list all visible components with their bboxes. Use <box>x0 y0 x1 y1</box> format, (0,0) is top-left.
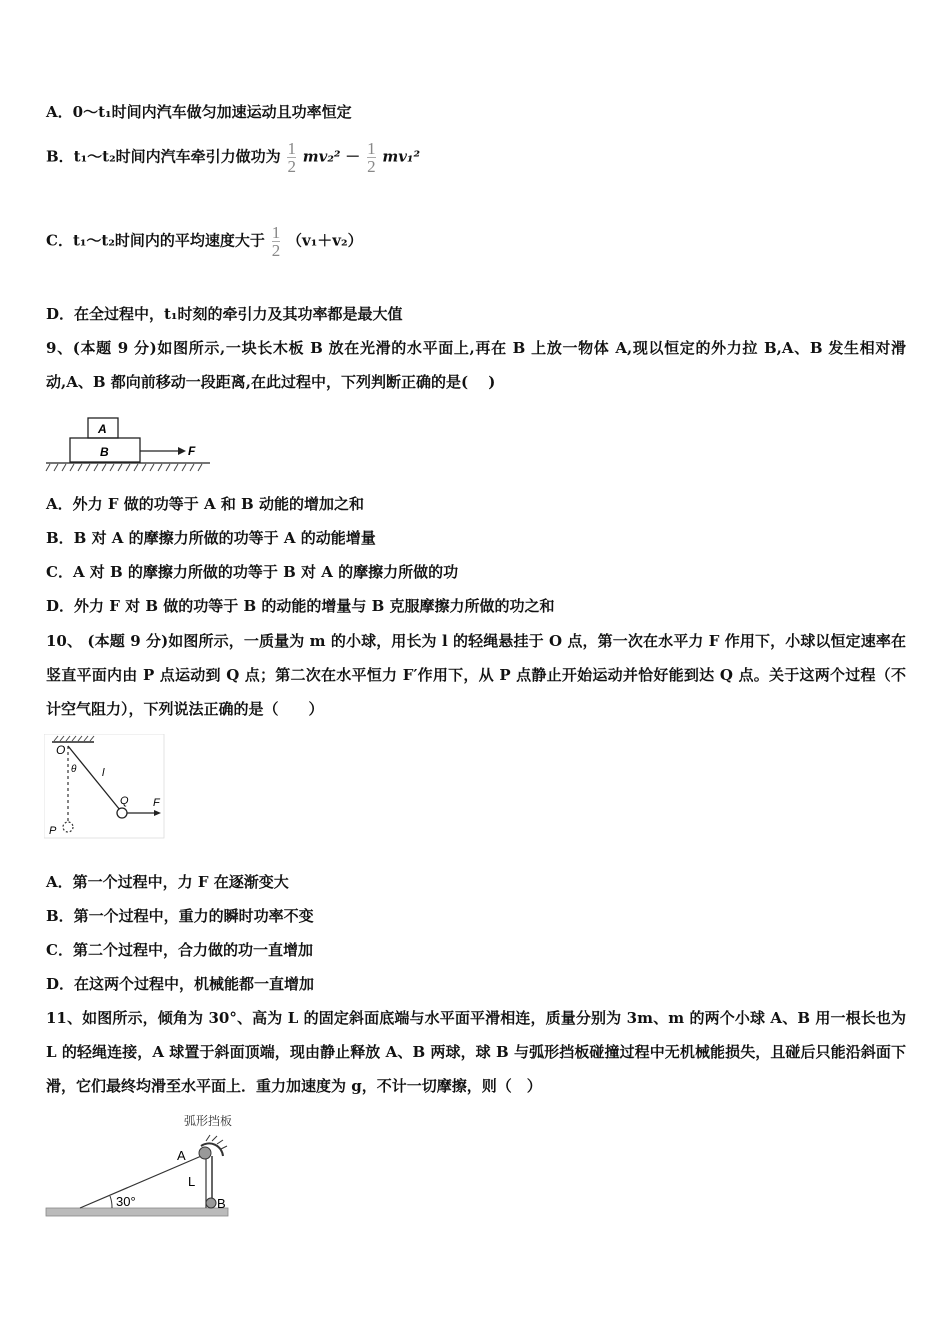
q9-option-c: C．A 对 B 的摩擦力所做的功等于 B 对 A 的摩擦力所做的功 <box>46 563 459 581</box>
q10-force-arrow-icon <box>154 810 161 816</box>
q10-label-f: F <box>153 797 160 809</box>
q11-label-angle: 30° <box>116 1194 136 1209</box>
q8-option-a: A．0～t₁时间内汽车做匀加速运动且功率恒定 <box>46 103 352 121</box>
q10-ceiling-hatch <box>54 736 94 741</box>
q10-stem: 10、 (本题 9 分)如图所示，一质量为 m 的小球，用长为 l 的轻绳悬挂于 O 点，第一次在水平力 F 作用下，小球以恒定速率在竖直平面内由 P 点运动到 Q 点；第二次在水平恒力 F′作用下，从 P 点静止开始运动并恰好能到达 Q 点。关于这两个过程（不计空气阻力），下列说法正确的是（ ） <box>46 632 906 718</box>
q10-figure <box>44 734 168 840</box>
q10-option-b: B．第一个过程中，重力的瞬时功率不变 <box>46 907 314 925</box>
q9-force-arrow-icon <box>178 447 186 455</box>
q9-option-d: D．外力 F 对 B 做的功等于 B 的动能的增量与 B 克服摩擦力所做的功之和 <box>46 597 555 615</box>
q9-figure <box>44 414 214 476</box>
q11-ball-b <box>206 1198 216 1208</box>
q9-label-b: B <box>100 445 109 459</box>
q10-label-l: l <box>102 767 105 779</box>
q8-option-c-prefix: C．t₁～t₂时间内的平均速度大于 <box>46 231 265 250</box>
q8-b-fraction-1: $\frac{1}{2}$ <box>287 139 296 176</box>
q11-stem: 11、如图所示，倾角为 30°、高为 L 的固定斜面底端与水平面平滑相连，质量分别为 3m、m 的两个小球 A、B 用一根长也为 L 的轻绳连接，A 球置于斜面顶端，现由静止释放 A、B 两球，球 B 与弧形挡板碰撞过程中无机械能损失，且碰后只能沿斜面下滑，它们最终均滑至水平面上．重力加速度为 g，不计一切摩擦，则（ ） <box>46 1009 906 1095</box>
q8-b-fraction-2: $\frac{1}{2}$ <box>367 139 376 176</box>
q9-ground-hatch <box>46 464 202 471</box>
q8-option-b-prefix: B．t₁～t₂时间内汽车牵引力做功为 <box>46 147 281 166</box>
q10-option-a: A．第一个过程中，力 F 在逐渐变大 <box>46 873 289 891</box>
q8-c-fraction: $\frac{1}{2}$ <box>271 223 281 260</box>
q10-ball-p <box>63 822 73 832</box>
q11-label-l: L <box>188 1174 196 1189</box>
q10-rope <box>68 746 120 810</box>
q8-b-term2: mv₁² <box>382 147 421 166</box>
q10-label-q: Q <box>120 795 129 807</box>
q8-b-term1: mv₂² <box>302 147 341 166</box>
q11-ball-a <box>199 1147 211 1159</box>
q10-option-c: C．第二个过程中，合力做的功一直增加 <box>46 941 313 959</box>
q10-label-theta: θ <box>71 764 77 775</box>
q11-label-b: B <box>217 1196 226 1211</box>
q9-option-b: B．B 对 A 的摩擦力所做的功等于 A 的动能增量 <box>46 529 376 547</box>
q8-option-b <box>46 140 420 175</box>
q8-option-c-suffix: （v₁＋v₂） <box>287 231 363 250</box>
q11-label-barrier: 弧形挡板 <box>184 1114 233 1128</box>
q10-label-p: P <box>49 825 57 837</box>
q11-angle-arc <box>110 1196 112 1208</box>
q8-option-d: D．在全过程中，t₁时刻的牵引力及其功率都是最大值 <box>46 305 403 323</box>
q9-stem: 9、(本题 9 分)如图所示,一块长木板 B 放在光滑的水平面上,再在 B 上放一物体 A,现以恒定的外力拉 B,A、B 发生相对滑动,A、B 都向前移动一段距离,在此过程中，下列判断正确的是( ) <box>46 339 906 391</box>
q11-label-a: A <box>177 1148 186 1163</box>
q8-option-c <box>46 224 363 259</box>
q10-option-d: D．在这两个过程中，机械能都一直增加 <box>46 975 315 993</box>
q9-option-a: A．外力 F 做的功等于 A 和 B 动能的增加之和 <box>46 495 364 513</box>
q9-label-f: F <box>188 444 196 458</box>
q11-figure <box>40 1106 250 1222</box>
q8-b-minus: － <box>345 147 361 166</box>
q10-ball-q <box>117 808 127 818</box>
q11-ground <box>46 1208 228 1216</box>
q11-barrier-hatch <box>206 1135 227 1149</box>
q10-label-o: O <box>56 743 66 757</box>
q9-label-a: A <box>98 422 107 436</box>
